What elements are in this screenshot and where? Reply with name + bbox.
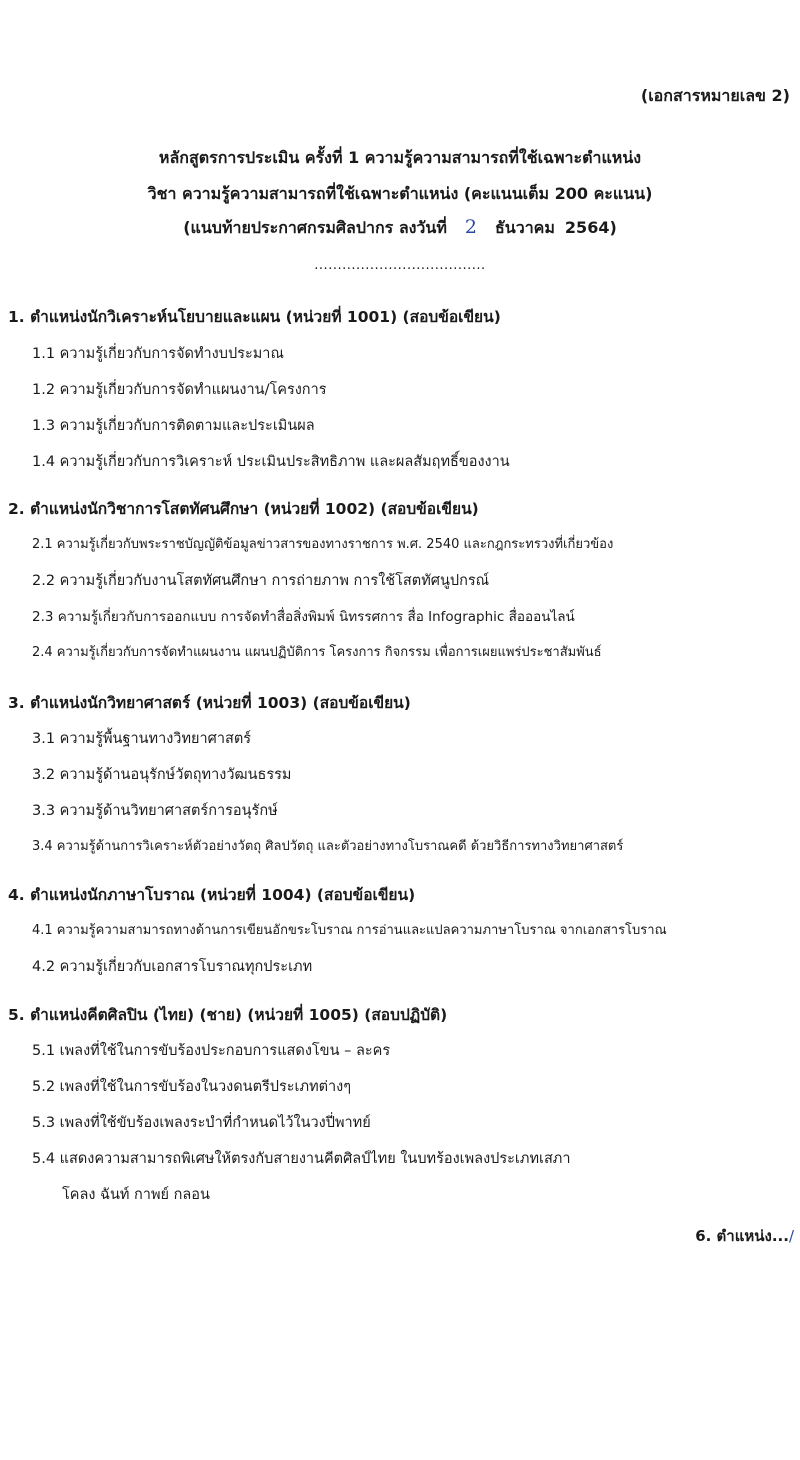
list-item: 4.2 ความรู้เกี่ยวกับเอกสารโบราณทุกประเภท	[32, 959, 313, 975]
list-item: 1.1 ความรู้เกี่ยวกับการจัดทำงบประมาณ	[32, 346, 284, 362]
list-item: 2.1 ความรู้เกี่ยวกับพระราชบัญญัติข้อมูลข่าวสารของทางราชการ พ.ศ. 2540 และกฎกระทรวงที่เกี่ยวข้อง	[32, 537, 614, 552]
list-item: 3.2 ความรู้ด้านอนุรักษ์วัตถุทางวัฒนธรรม	[32, 767, 292, 783]
list-item: 1.2 ความรู้เกี่ยวกับการจัดทำแผนงาน/โครงการ	[32, 382, 327, 398]
list-item-continuation: โคลง ฉันท์ กาพย์ กลอน	[62, 1187, 210, 1203]
list-item: 3.3 ความรู้ด้านวิทยาศาสตร์การอนุรักษ์	[32, 803, 278, 819]
section-heading-4: 4. ตำแหน่งนักภาษาโบราณ (หน่วยที่ 1004) (สอบข้อเขียน)	[8, 886, 416, 904]
document-number: (เอกสารหมายเลข 2)	[640, 86, 790, 105]
year: 2564)	[564, 218, 617, 237]
handwritten-mark: /	[788, 1227, 794, 1245]
list-item: 2.3 ความรู้เกี่ยวกับการออกแบบ การจัดทำสื่อสิ่งพิมพ์ นิทรรศการ สื่อ Infographic สื่อออนไลน์	[32, 609, 575, 625]
handwritten-day: 2	[464, 216, 477, 238]
next-page-reference	[695, 1224, 794, 1248]
list-item: 5.4 แสดงความสามารถพิเศษให้ตรงกับสายงานคีตศิลป์ไทย ในบทร้องเพลงประเภทเสภา	[32, 1151, 571, 1167]
section-heading-2: 2. ตำแหน่งนักวิชาการโสตทัศนศึกษา (หน่วยที่ 1002) (สอบข้อเขียน)	[8, 500, 479, 518]
next-section-text: 6. ตำแหน่ง...	[695, 1227, 789, 1245]
list-item: 3.4 ความรู้ด้านการวิเคราะห์ตัวอย่างวัตถุ ศิลปวัตถุ และตัวอย่างทางโบราณคดี ด้วยวิธีการทางวิทยาศาสตร์	[32, 839, 624, 854]
dotted-divider: .....................................	[314, 258, 486, 273]
list-item: 4.1 ความรู้ความสามารถทางด้านการเขียนอักขระโบราณ การอ่านและแปลความภาษาโบราณ จากเอกสารโบราณ	[32, 923, 667, 938]
title-line-1: หลักสูตรการประเมิน ครั้งที่ 1 ความรู้ความสามารถที่ใช้เฉพาะตำแหน่ง	[158, 148, 642, 167]
section-heading-1: 1. ตำแหน่งนักวิเคราะห์นโยบายและแผน (หน่วยที่ 1001) (สอบข้อเขียน)	[8, 308, 501, 326]
list-item: 1.4 ความรู้เกี่ยวกับการวิเคราะห์ ประเมินประสิทธิภาพ และผลสัมฤทธิ์ของงาน	[32, 454, 510, 470]
list-item: 3.1 ความรู้พื้นฐานทางวิทยาศาสตร์	[32, 731, 252, 747]
list-item: 5.1 เพลงที่ใช้ในการขับร้องประกอบการแสดงโขน – ละคร	[32, 1043, 391, 1059]
section-heading-3: 3. ตำแหน่งนักวิทยาศาสตร์ (หน่วยที่ 1003) (สอบข้อเขียน)	[8, 694, 411, 712]
list-item: 5.2 เพลงที่ใช้ในการขับร้องในวงดนตรีประเภทต่างๆ	[32, 1079, 352, 1095]
section-heading-5: 5. ตำแหน่งคีตศิลปิน (ไทย) (ชาย) (หน่วยที่ 1005) (สอบปฏิบัติ)	[8, 1006, 448, 1024]
title-line-2: วิชา ความรู้ความสามารถที่ใช้เฉพาะตำแหน่ง (คะแนนเต็ม 200 คะแนน)	[147, 184, 653, 203]
list-item: 2.2 ความรู้เกี่ยวกับงานโสตทัศนศึกษา การถ่ายภาพ การใช้โสตทัศนูปกรณ์	[32, 573, 490, 589]
month: ธันวาคม	[495, 218, 555, 237]
title-line-3	[0, 216, 800, 241]
list-item: 2.4 ความรู้เกี่ยวกับการจัดทำแผนงาน แผนปฏิบัติการ โครงการ กิจกรรม เพื่อการเผยแพร่ประชาสัมพันธ์	[32, 645, 602, 660]
list-item: 5.3 เพลงที่ใช้ขับร้องเพลงระบำที่กำหนดไว้ในวงปี่พาทย์	[32, 1115, 371, 1131]
announcement-ref: (แนบท้ายประกาศกรมศิลปากร ลงวันที่	[183, 218, 447, 237]
list-item: 1.3 ความรู้เกี่ยวกับการติดตามและประเมินผล	[32, 418, 315, 434]
